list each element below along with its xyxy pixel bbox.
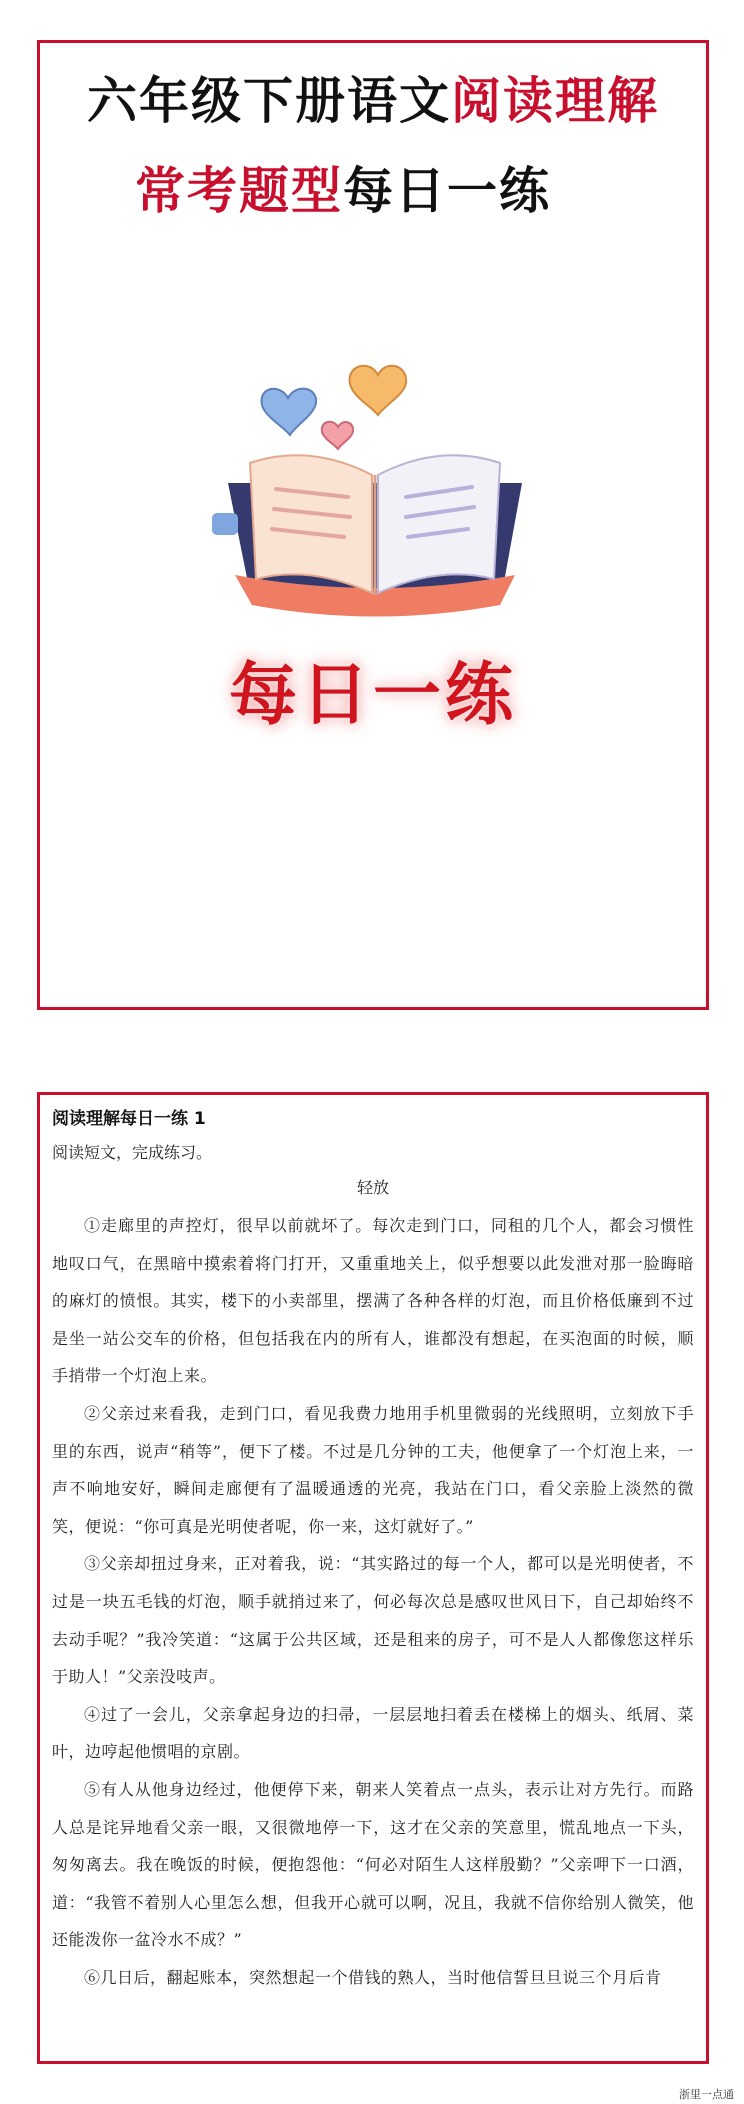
title-grade-text: 六年级下册语文: [87, 72, 451, 130]
story-paragraph: ⑥几日后，翻起账本，突然想起一个借钱的熟人，当时他信誓旦旦说三个月后肯: [84, 1967, 662, 1987]
cover-title-line-2: [135, 151, 706, 223]
title-reading-text: 阅读理解: [451, 72, 659, 130]
pink-heart-icon: [322, 422, 353, 449]
exercise-heading: 阅读理解每日一练 1: [52, 1109, 206, 1129]
title-question-types-text: 常考题型: [135, 162, 343, 220]
story-paragraph: ⑤有人从他身边经过，他便停下来，朝来人笑着点一点头，表示让对方先行。而路人总是诧异地看父亲一眼，又很微地停一下，这才在父亲的笑意里，慌乱地点一下头，匆匆离去。我在晚饭的时候，便抱怨他：“何必对陌生人这样殷勤？”父亲呷下一口酒，道：“我管不着别人心里怎么想，但我开心就可以啊，况且，我就不信你给别人微笑，他还能泼你一盆冷水不成？”: [52, 1779, 694, 1950]
daily-practice-badge: 每日一练: [228, 656, 517, 735]
exercise-content: [40, 1095, 706, 1996]
story-title: 轻放: [356, 1178, 389, 1197]
footer-watermark: 浙里一点通: [679, 2088, 734, 2101]
open-book-with-hearts-icon: [210, 343, 540, 633]
title-daily-practice-text: 每日一练: [343, 162, 551, 220]
story-paragraph: ③父亲却扭过身来，正对着我，说：“其实路过的每一个人，都可以是光明使者，不过是一块五毛钱的灯泡，顺手就捎过来了，何必每次总是感叹世风日下，自己却始终不去动手呢？”我冷笑道：“这属于公共区域，还是租来的房子，可不是人人都像您这样乐于助人！”父亲没吱声。: [52, 1554, 694, 1687]
story-paragraph: ②父亲过来看我，走到门口，看见我费力地用手机里微弱的光线照明，立刻放下手里的东西，说声“稍等”，便下了楼。不过是几分钟的工夫，他便拿了一个灯泡上来，一声不响地安好，瞬间走廊便有了温暖通透的光亮，我站在门口，看父亲脸上淡然的微笑，便说：“你可真是光明使者呢，你一来，这灯就好了。”: [52, 1403, 694, 1536]
exercise-page: [37, 1092, 709, 2064]
exercise-instruction: 阅读短文，完成练习。: [52, 1143, 213, 1162]
blue-heart-icon: [262, 389, 317, 435]
story-paragraph: ④过了一会儿，父亲拿起身边的扫帚，一层层地扫着丢在楼梯上的烟头、纸屑、菜叶，边哼起他惯唱的京剧。: [52, 1704, 694, 1762]
orange-heart-icon: [350, 366, 407, 415]
cover-title-line-1: [40, 61, 706, 133]
cover-page: [37, 40, 709, 1010]
story-paragraph: ①走廊里的声控灯，很早以前就坏了。每次走到门口，同租的几个人，都会习惯性地叹口气，在黑暗中摸索着将门打开，又重重地关上，似乎想要以此发泄对那一脸晦暗的麻灯的愤恨。其实，楼下的小卖部里，摆满了各种各样的灯泡，而且价格低廉到不过是坐一站公交车的价格，但包括我在内的所有人，谁都没有想起，在买泡面的时候，顺手捎带一个灯泡上来。: [52, 1216, 694, 1386]
